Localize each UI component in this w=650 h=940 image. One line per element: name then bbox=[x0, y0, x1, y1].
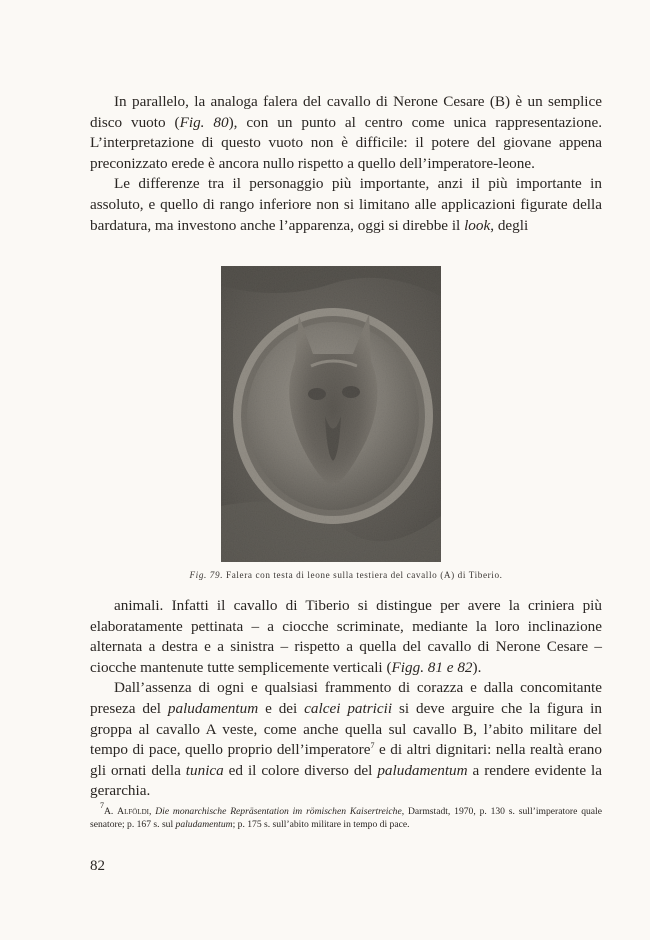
paragraph: Le differenze tra il personaggio più importante, anzi il più importante in assoluto, e quello di rango inferiore non si limitano alle applicazioni figurate della bardatura, ma investono anche l’apparenza, oggi si direbbe il look, degli bbox=[90, 175, 602, 234]
page-number: 82 bbox=[90, 858, 105, 874]
footnote bbox=[90, 801, 602, 831]
paragraph: $^7$A. Alföldi, Die monarchische Repräsentation im römischen Kaisertreiche, Darmstadt, 1970, p. 130 s. sull’imperatore quale senatore; p. 167 s. sul paludamentum; p. 175 s. sull’abito militare in tempo di pace. bbox=[90, 801, 602, 830]
body-text-bottom bbox=[90, 596, 602, 802]
figure-caption: Fig. 79. Falera con testa di leone sulla testiera del cavallo (A) di Tiberio. bbox=[189, 570, 503, 580]
paragraph: In parallelo, la analoga falera del cavallo di Nerone Cesare (B) è un semplice disco vuoto (Fig. 80), con un punto al centro come unica rappresentazione. L’interpretazione di questo vuoto non è difficile: il potere del giovane appena preconizzato erede è ancora nullo rispetto a quello dell’imperatore-leone. bbox=[90, 93, 602, 172]
paragraph: animali. Infatti il cavallo di Tiberio si distingue per avere la criniera più elaboratamente pettinata – a ciocche scriminate, mediante la loro inclinazione alternata a destra e a sinistra – rispetto a quella del cavallo di Nerone Cesare – ciocche mantenute tutte semplicemente verticali (Figg. 81 e 82). bbox=[90, 597, 602, 676]
figure-79-photo bbox=[221, 266, 441, 562]
lion-head-phalera-image bbox=[221, 266, 441, 562]
paragraph: Dall’assenza di ogni e qualsiasi frammento di corazza e dalla concomitante preseza del paludamentum e dei calcei patricii si deve arguire che la figura in groppa al cavallo A veste, come anche quella sul cavallo B, l’abito militare del tempo di pace, quello proprio dell’imperatore$^7$ e di altri dignitari: nella realtà erano gli ornati della tunica ed il colore diverso del paludamentum a rendere evidente la gerarchia. bbox=[90, 679, 603, 800]
body-text-top bbox=[90, 92, 602, 236]
